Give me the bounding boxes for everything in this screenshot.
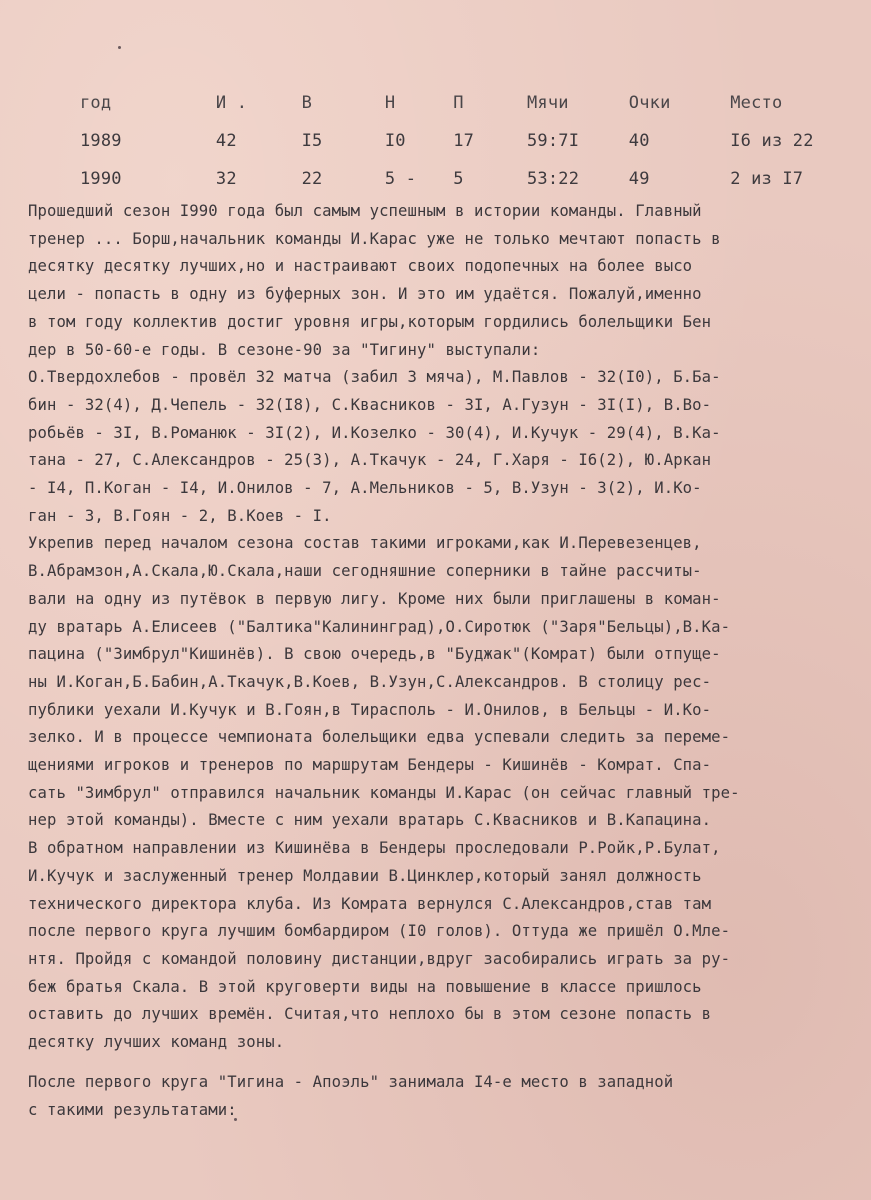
text-line: робьёв - 3I, В.Романюк - 3I(2), И.Козелко - 30(4), И.Кучук - 29(4), В.Ка-	[28, 423, 721, 442]
text-line: Прошедший сезон I990 года был самым успешным в истории команды. Главный	[28, 202, 702, 220]
text-line: с такими результатами:	[28, 1100, 237, 1119]
text-line: И.Кучук и заслуженный тренер Молдавии В.Цинклер,который занял должность	[28, 866, 702, 885]
text-line: вали на одну из путёвок в первую лигу. Кроме них были приглашены в коман-	[28, 589, 721, 608]
cell-points: 40	[628, 131, 650, 151]
header-games: И .	[215, 93, 248, 113]
season-stats-table	[60, 84, 820, 198]
cell-wins: I5	[301, 131, 323, 151]
cell-games: 42	[215, 131, 237, 151]
cell-year: 1989	[80, 131, 122, 151]
text-line: пацина ("Зимбрул"Кишинёв). В свою очередь,в "Буджак"(Комрат) были отпуще-	[28, 645, 721, 664]
paragraph-season-summary	[28, 198, 848, 364]
paragraph-transfers	[28, 530, 848, 1056]
season-stats-table-wrap	[60, 84, 820, 198]
cell-draws: I0	[384, 131, 406, 151]
cell-games: 32	[215, 169, 237, 189]
cell-losses: 5	[453, 169, 464, 189]
paragraph-standings	[28, 1069, 848, 1124]
table-row	[60, 160, 820, 198]
text-line: в том году коллектив достиг уровня игры,которым гордились болельщики Бен	[28, 312, 712, 331]
text-line: дер в 50-60-е годы. В сезоне-90 за "Тигину" выступали:	[28, 340, 541, 359]
text-line: зелко. И в процессе чемпионата болельщики едва успевали следить за переме-	[28, 728, 731, 747]
text-line: десятку десятку лучших,но и настраивают своих подопечных на более высо	[28, 257, 693, 276]
text-line: В обратном направлении из Кишинёва в Бендеры проследовали Р.Ройк,Р.Булат,	[28, 839, 721, 858]
text-line: щениями игроков и тренеров по маршрутам Бендеры - Кишинёв - Комрат. Спа-	[28, 756, 712, 775]
text-line: бин - 32(4), Д.Чепель - 32(I8), С.Квасников - 3I, А.Гузун - 3I(I), В.Во-	[28, 395, 712, 414]
cell-losses: 17	[453, 131, 475, 151]
cell-wins: 22	[301, 169, 323, 189]
cell-draws: 5 -	[384, 169, 417, 189]
article-body	[28, 198, 848, 1124]
text-line: нтя. Пройдя с командой половину дистанции,вдруг засобирались играть за ру-	[28, 949, 731, 968]
paragraph-gap	[28, 1057, 848, 1069]
text-line: - I4, П.Коган - I4, И.Онилов - 7, А.Мельников - 5, В.Узун - 3(2), И.Ко-	[28, 479, 702, 498]
cell-points: 49	[628, 169, 650, 189]
text-line: технического директора клуба. Из Комрата вернулся С.Александров,став там	[28, 894, 712, 913]
cell-place: 2 из I7	[730, 169, 804, 189]
cell-goals: 59:7I	[526, 131, 580, 151]
cell-place: I6 из 22	[730, 131, 814, 151]
header-points: Очки	[628, 93, 671, 113]
paragraph-roster	[28, 364, 848, 530]
text-line: публики уехали И.Кучук и В.Гоян,в Тирасполь - И.Онилов, в Бельцы - И.Ко-	[28, 700, 712, 719]
text-line: после первого круга лучшим бомбардиром (I0 голов). Оттуда же пришёл О.Мле-	[28, 922, 731, 941]
text-line: сать "Зимбрул" отправился начальник команды И.Карас (он сейчас главный тре-	[28, 783, 740, 802]
text-line: тренер ... Борш,начальник команды И.Карас уже не только мечтают попасть в	[28, 229, 721, 248]
text-line: оставить до лучших времён. Считая,что неплохо бы в этом сезоне попасть в	[28, 1005, 712, 1024]
text-line: ду вратарь А.Елисеев ("Балтика"Калининград),О.Сиротюк ("Заря"Бельцы),В.Ка-	[28, 617, 731, 636]
text-line: тана - 27, С.Александров - 25(3), А.Ткачук - 24, Г.Харя - I6(2), Ю.Аркан	[28, 451, 712, 470]
header-wins: В	[301, 93, 312, 113]
table-header-row	[60, 84, 820, 122]
text-line: Укрепив перед началом сезона состав такими игроками,как И.Перевезенцев,	[28, 534, 702, 553]
header-place: Место	[730, 93, 783, 113]
table-row	[60, 122, 820, 160]
text-line: нер этой команды). Вместе с ним уехали вратарь С.Квасников и В.Капацина.	[28, 811, 712, 830]
text-line: десятку лучших команд зоны.	[28, 1033, 285, 1052]
text-line: О.Твердохлебов - провёл 32 матча (забил 3 мяча), М.Павлов - 32(I0), Б.Ба-	[28, 368, 721, 387]
text-line: ган - 3, В.Гоян - 2, В.Коев - I.	[28, 506, 332, 525]
text-line: цели - попасть в одну из буферных зон. И это им удаётся. Пожалуй,именно	[28, 285, 702, 304]
header-goals: Мячи	[526, 93, 569, 113]
text-line: ны И.Коган,Б.Бабин,А.Ткачук,В.Коев, В.Узун,С.Александров. В столицу рес-	[28, 672, 712, 691]
cell-goals: 53:22	[526, 169, 580, 189]
ink-speck	[118, 46, 121, 49]
header-losses: П	[453, 93, 464, 113]
cell-year: 1990	[80, 169, 122, 189]
text-line: беж братья Скала. В этой круговерти виды на повышение в классе пришлось	[28, 977, 702, 996]
text-line: В.Абрамзон,А.Скала,Ю.Скала,наши сегодняшние соперники в тайне рассчиты-	[28, 562, 702, 581]
text-line: После первого круга "Тигина - Апоэль" занимала I4-е место в западной	[28, 1072, 674, 1091]
header-year: год	[80, 93, 112, 113]
header-draws: Н	[384, 93, 396, 113]
